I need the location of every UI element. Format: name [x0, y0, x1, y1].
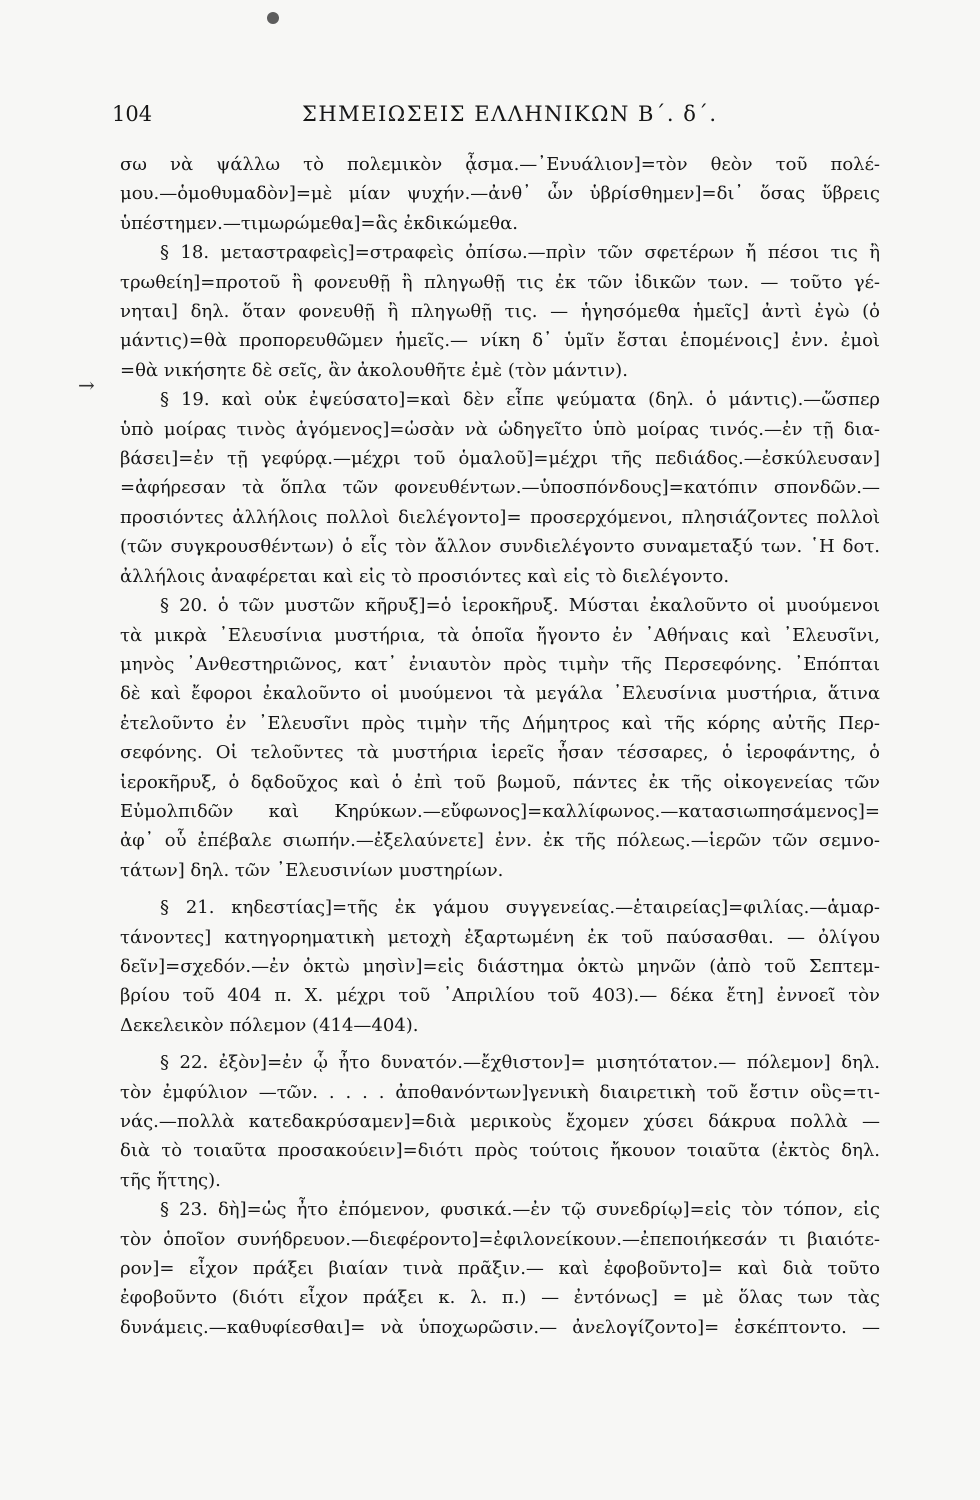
- commentary-text: [120, 150, 880, 1342]
- text-line: Εὐμολπιδῶν καὶ Κηρύκων.—εὔφωνος]=καλλίφωνος.—κατασιωπησάμενος]=: [120, 800, 880, 822]
- text-line: σεφόνης. Οἱ τελοῦντες τὰ μυστήρια ἱερεῖς ἦσαν τέσσαρες, ὁ ἱεροφάντης, ὁ: [120, 742, 880, 764]
- section-18-start: § 18. μεταστραφεὶς]=στραφεὶς ὀπίσω.—πρὶν τῶν σφετέρων ἤ πέσοι τις ἢ: [160, 242, 880, 264]
- section-20-start: § 20. ὁ τῶν μυστῶν κῆρυξ]=ὁ ἱεροκῆρυξ. Μύσται ἐκαλοῦντο οἱ μυούμενοι: [160, 595, 880, 617]
- text-line: τάνοντες] κατηγορηματικὴ μετοχὴ ἐξαρτωμένη ἐκ τοῦ παύσασθαι. — ὀλίγου: [120, 926, 880, 948]
- margin-arrow-mark: →: [78, 373, 95, 397]
- text-line: νηται] δηλ. ὅταν φονευθῇ ἢ πληγωθῇ τις. — ἡγησόμεθα ἡμεῖς] ἀντὶ ἐγὼ (ὁ: [120, 301, 880, 323]
- paragraph-gap: [120, 1040, 880, 1048]
- text-line: μου.—ὁμοθυμαδὸν]=μὲ μίαν ψυχήν.—ἀνθ᾿ ὧν ὑβρίσθημεν]=δι᾿ ὅσας ὕβρεις: [120, 183, 880, 205]
- page-number: 104: [112, 102, 153, 126]
- running-title: ΣΗΜΕΙΩΣΕΙΣ ΕΛΛΗΝΙΚΩΝ Β΄. δ΄.: [302, 102, 718, 126]
- text-line: βρίου τοῦ 404 π. Χ. μέχρι τοῦ ᾿Απριλίου τοῦ 403).— δέκα ἔτη] ἐννοεῖ τὸν: [120, 985, 880, 1007]
- text-line: νάς.—πολλὰ κατεδακρύσαμεν]=διὰ μερικοὺς ἔχομεν χύσει δάκρυα πολλὰ —: [120, 1111, 880, 1132]
- text-line: σω νὰ ψάλλω τὸ πολεμικὸν ᾆσμα.—᾿Ενυάλιον]=τὸν θεὸν τοῦ πολέ-: [120, 154, 880, 175]
- text-line: τάτων] δηλ. τῶν ᾿Ελευσινίων μυστηρίων.: [120, 859, 504, 881]
- text-line: ἐφοβοῦντο (διότι εἶχον πράξει κ. λ. π.) — ἐντόνως] = μὲ ὅλας των τὰς: [120, 1287, 880, 1309]
- text-line: =ἀφήρεσαν τὰ ὅπλα τῶν φονευθέντων.—ὑποσπόνδους]=κατόπιν σπονδῶν.—: [120, 477, 880, 499]
- text-line: Δεκελεικὸν πόλεμον (414—404).: [120, 1014, 419, 1036]
- text-line: =θὰ νικήσητε δὲ σεῖς, ἂν ἀκολουθῆτε ἐμὲ (τὸν μάντιν).: [120, 359, 628, 381]
- text-line: ἀφ᾿ οὗ ἐπέβαλε σιωπήν.—ἐξελαύνετε] ἐνν. ἐκ τῆς πόλεως.—ἱερῶν τῶν σεμνο-: [120, 830, 880, 852]
- text-line: ἐτελοῦντο ἐν ᾿Ελευσῖνι πρὸς τιμὴν τῆς Δήμητρος καὶ τῆς κόρης αὐτῆς Περ-: [120, 712, 880, 734]
- text-line: (τῶν συγκρουσθέντων) ὁ εἷς τὸν ἄλλον συνδιελέγοντο συναμεταξύ των. ῾Η δοτ.: [120, 536, 880, 558]
- text-line: ἱεροκῆρυξ, ὁ δᾳδοῦχος καὶ ὁ ἐπὶ τοῦ βωμοῦ, πάντες ἐκ τῆς οἰκογενείας τῶν: [120, 771, 880, 793]
- ink-dot: [267, 12, 279, 24]
- text-line: ἀλλήλοις ἀναφέρεται καὶ εἰς τὸ προσιόντες καὶ εἰς τὸ διελέγοντο.: [120, 565, 730, 587]
- text-line: ὑπέστημεν.—τιμωρώμεθα]=ἂς ἐκδικώμεθα.: [120, 212, 519, 234]
- text-line: δεῖν]=σχεδόν.—ἐν ὀκτὼ μησὶν]=εἰς διάστημα ὀκτὼ μηνῶν (ἀπὸ τοῦ Σεπτεμ-: [120, 955, 880, 977]
- text-line: τρωθείη]=προτοῦ ἢ φονευθῇ ἢ πληγωθῇ τις ἐκ τῶν ἰδικῶν των. — τοῦτο γέ-: [120, 271, 880, 293]
- text-line: δὲ καὶ ἔφοροι ἐκαλοῦντο οἱ μυούμενοι τὰ μεγάλα ᾿Ελευσίνια μυστήρια, ἅτινα: [120, 683, 880, 705]
- text-line: βάσει]=ἐν τῇ γεφύρᾳ.—μέχρι τοῦ ὁμαλοῦ]=μέχρι τῆς πεδιάδος.—ἐσκύλευσαν]: [120, 448, 880, 470]
- text-line: μηνὸς ᾿Ανθεστηριῶνος, κατ᾿ ἐνιαυτὸν πρὸς τιμὴν τῆς Περσεφόνης. ᾿Επόπται: [120, 653, 880, 675]
- text-line: τὸν ὁποῖον συνήδρευον.—διεφέροντο]=ἐφιλονείκουν.—ἐπεποιήκεσάν τι βιαιότε-: [120, 1228, 880, 1250]
- section-22-start: § 22. ἐξὸν]=ἐν ᾧ ἦτο δυνατόν.—ἔχθιστον]= μισητότατον.— πόλεμον] δηλ.: [160, 1052, 880, 1074]
- text-line: μάντις)=θὰ προπορευθῶμεν ἡμεῖς.— νίκη δ᾿ ὑμῖν ἔσται ἑπομένοις] ἐνν. ἐμοὶ: [120, 330, 880, 352]
- section-21-start: § 21. κηδεστίας]=τῆς ἐκ γάμου συγγενείας.—ἑταιρείας]=φιλίας.—ἁμαρ-: [160, 897, 880, 919]
- section-23-start: § 23. δὴ]=ὡς ἦτο ἐπόμενον, φυσικά.—ἐν τῷ συνεδρίῳ]=εἰς τὸν τόπον, εἰς: [160, 1199, 880, 1221]
- text-line: ρον]= εἶχον πράξει βιαίαν τινὰ πρᾶξιν.— καὶ ἐφοβοῦντο]= καὶ διὰ τοῦτο: [120, 1258, 880, 1280]
- text-line: διὰ τὸ τοιαῦτα προσακούειν]=διότι πρὸς τούτοις ἤκουον τοιαῦτα (ἐκτὸς δηλ.: [120, 1140, 880, 1162]
- paragraph-gap: [120, 885, 880, 893]
- section-19-start: § 19. καὶ οὐκ ἐψεύσατο]=καὶ δὲν εἶπε ψεύματα (δηλ. ὁ μάντις).—ὥσπερ: [160, 389, 880, 411]
- text-line: δυνάμεις.—καθυφίεσθαι]= νὰ ὑποχωρῶσιν.— ἀνελογίζοντο]= ἐσκέπτοντο. —: [120, 1316, 880, 1338]
- text-line: τὰ μικρὰ ᾿Ελευσίνια μυστήρια, τὰ ὁποῖα ἤγοντο ἐν ᾿Αθήναις καὶ ᾿Ελευσῖνι,: [120, 624, 880, 646]
- text-line: προσιόντες ἀλλήλοις πολλοὶ διελέγοντο]= προσερχόμενοι, πλησιάζοντες πολλοὶ: [120, 506, 880, 528]
- text-line: ὑπὸ μοίρας τινὸς ἀγόμενος]=ὡσὰν νὰ ὡδηγεῖτο ὑπὸ μοίρας τινός.—ἐν τῇ δια-: [120, 418, 880, 440]
- text-line: τὸν ἐμφύλιον —τῶν. . . . . ἀποθανόντων]γενικὴ διαιρετικὴ τοῦ ἔστιν οὓς=τι-: [120, 1081, 880, 1103]
- page-header: [112, 102, 872, 132]
- text-line: τῆς ἥττης).: [120, 1169, 221, 1191]
